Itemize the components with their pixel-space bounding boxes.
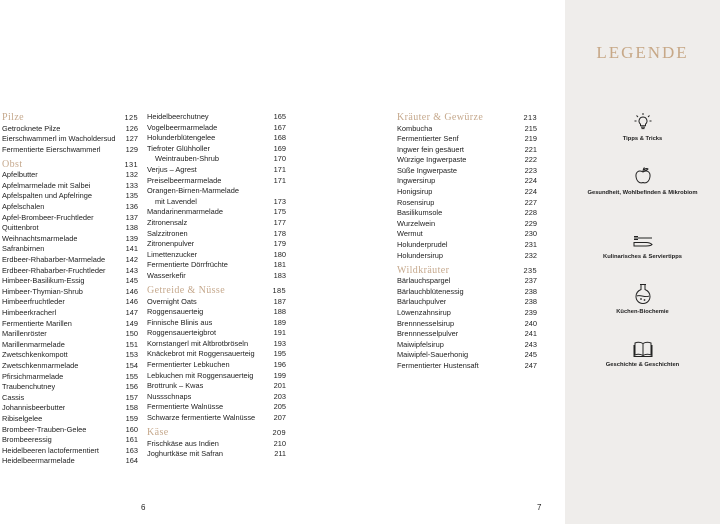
toc-entry [2, 382, 138, 393]
page-ref: 239 [524, 308, 537, 317]
page-ref: 241 [524, 329, 537, 339]
page-ref: 146 [125, 286, 138, 296]
entry-title: Ingwersirup [397, 176, 436, 186]
toc-entry [397, 319, 537, 330]
toc-entry [147, 271, 286, 282]
toc-entry [397, 276, 537, 287]
toc-entry [147, 133, 286, 144]
toc-entry [147, 197, 286, 208]
legend-sidebar [565, 0, 720, 524]
entry-title: Pfirsichmarmelade [2, 371, 64, 381]
page-ref: 156 [125, 382, 138, 392]
toc-entry [397, 308, 537, 319]
toc-entry [397, 350, 537, 361]
toc-entry [147, 218, 286, 229]
page-ref: 135 [125, 191, 138, 201]
page-ref: 237 [524, 276, 537, 286]
entry-title: Fermentierte Marillen [2, 318, 72, 328]
page-ref: 199 [273, 370, 286, 380]
entry-title: Kombucha [397, 123, 433, 133]
page-ref: 221 [524, 144, 537, 154]
toc-entry [147, 239, 286, 250]
toc-entry [147, 318, 286, 329]
page-ref: 229 [524, 218, 537, 228]
entry-title: Himbeer-Basilikum-Essig [2, 276, 85, 286]
page-ref: 158 [125, 403, 138, 413]
page-ref: 146 [125, 297, 138, 307]
toc-entry [2, 372, 138, 383]
page-ref: 138 [125, 223, 138, 233]
toc-entry [2, 403, 138, 414]
entry-title: Cassis [2, 392, 25, 402]
toc-entry [2, 329, 138, 340]
page-ref: 143 [125, 265, 138, 275]
toc-entry [147, 413, 286, 424]
page-ref: 161 [125, 435, 138, 445]
toc-entry [2, 170, 138, 181]
page-ref [282, 186, 286, 197]
page-ref: 219 [524, 134, 537, 144]
entry-title: Maiwipfelsirup [397, 339, 444, 349]
entry-title: Quittenbrot [2, 223, 39, 233]
entry-title: Knäckebrot mit Roggensauerteig [147, 349, 255, 359]
toc-column-2 [147, 112, 286, 460]
entry-title: Mandarinenmarmelade [147, 207, 223, 217]
entry-title: Weihnachtsmarmelade [2, 233, 78, 243]
page-ref: 213 [523, 113, 537, 122]
toc-entry [2, 213, 138, 224]
entry-title: Süße Ingwerpaste [397, 165, 457, 175]
entry-title: Marillenmarmelade [2, 339, 65, 349]
cutlery-icon [632, 234, 654, 250]
page-ref: 205 [273, 402, 286, 412]
toc-entry [397, 240, 537, 251]
page-ref: 126 [125, 123, 138, 133]
section-title: Käse [147, 427, 169, 439]
toc-entry [397, 176, 537, 187]
page-ref: 232 [524, 250, 537, 260]
page-ref: 151 [125, 339, 138, 349]
entry-title: Würzige Ingwerpaste [397, 155, 467, 165]
toc-entry [147, 229, 286, 240]
entry-title: Brombeer-Trauben-Gelee [2, 424, 87, 434]
entry-title: Rosensirup [397, 197, 435, 207]
page-number-right: 7 [537, 503, 542, 512]
entry-title: Erdbeer-Rhabarber-Marmelade [2, 255, 106, 265]
toc-column-3 [397, 112, 537, 372]
page-ref: 180 [273, 249, 286, 259]
toc-entry [147, 328, 286, 339]
flask-icon [633, 283, 653, 305]
entry-title: Maiwipfel-Sauerhonig [397, 350, 469, 360]
page-ref: 137 [125, 212, 138, 222]
entry-title: Marillenröster [2, 329, 47, 339]
section-heading [2, 112, 138, 124]
page-ref: 147 [125, 308, 138, 317]
page-ref: 175 [273, 207, 286, 217]
page-ref: 164 [125, 456, 138, 466]
toc-entry [397, 329, 537, 340]
entry-title: Zitronenpulver [147, 239, 195, 249]
entry-title: Zwetschkenkompott [2, 350, 68, 360]
entry-title: Apfel-Brombeer-Fruchtleder [2, 212, 94, 222]
entry-title: Bärlauchblütenessig [397, 286, 464, 296]
page-ref: 228 [524, 208, 537, 218]
entry-title: Wermut [397, 229, 423, 239]
entry-title: Joghurtkäse mit Safran [147, 449, 223, 459]
toc-entry [397, 187, 537, 198]
entry-title: Nussschnaps [147, 391, 192, 401]
toc-entry [2, 435, 138, 446]
page-ref: 170 [273, 154, 286, 164]
entry-title: Himbeerfruchtleder [2, 297, 65, 307]
toc-entry [147, 154, 286, 165]
toc-entry [147, 176, 286, 187]
page-ref: 238 [524, 286, 537, 296]
page-ref: 207 [273, 413, 286, 423]
toc-entry [2, 145, 138, 156]
toc-entry [2, 181, 138, 192]
page-ref: 235 [523, 265, 537, 275]
toc-entry [2, 134, 138, 145]
entry-title: Roggensauerteig [147, 307, 204, 317]
toc-entry [397, 134, 537, 145]
entry-title: Fermentierter Hustensaft [397, 360, 479, 370]
page-ref: 196 [273, 360, 286, 370]
lightbulb-icon [633, 112, 653, 132]
page-ref: 142 [125, 255, 138, 265]
toc-entry [2, 124, 138, 135]
toc-entry [147, 349, 286, 360]
page-ref: 171 [273, 175, 286, 185]
page-number-left: 6 [141, 503, 146, 512]
entry-title: Getrocknete Pilze [2, 123, 61, 133]
page-ref: 150 [125, 329, 138, 339]
page-ref: 238 [524, 297, 537, 307]
entry-title: Schwarze fermentierte Walnüsse [147, 413, 256, 423]
legend-label-tips: Tipps & Tricks [622, 136, 663, 142]
section-title: Obst [2, 158, 23, 170]
page-ref: 185 [272, 286, 286, 295]
entry-title: Brombeeressig [2, 435, 52, 445]
toc-entry [147, 260, 286, 271]
entry-title: Zitronensalz [147, 217, 188, 227]
page-ref: 131 [124, 159, 138, 169]
entry-title: Frischkäse aus Indien [147, 438, 219, 448]
entry-title: Zwetschkenmarmelade [2, 360, 79, 370]
page-ref: 210 [273, 438, 286, 448]
page-ref: 136 [125, 202, 138, 212]
page-ref: 195 [273, 349, 286, 359]
toc-entry [147, 112, 286, 123]
entry-title: Basilikumsole [397, 208, 443, 218]
toc-entry [147, 186, 286, 197]
section-title: Kräuter & Gewürze [397, 112, 484, 123]
entry-title: Safranbirnen [2, 244, 45, 254]
page-ref: 181 [273, 260, 286, 270]
page-ref: 129 [125, 144, 138, 154]
page-ref: 191 [273, 328, 286, 338]
entry-title: Orangen-Birnen-Marmelade [147, 186, 240, 196]
page-ref: 159 [125, 413, 138, 423]
toc-entry [2, 393, 138, 404]
toc-column-1 [2, 112, 138, 467]
entry-title: Ribiselgelee [2, 413, 43, 423]
toc-entry [2, 287, 138, 298]
entry-title: Erdbeer-Rhabarber-Fruchtleder [2, 265, 106, 275]
legend-label-biochem: Küchen-Biochemie [616, 309, 669, 315]
page-ref: 209 [272, 428, 286, 438]
toc-entry [147, 144, 286, 155]
toc-entry [2, 255, 138, 266]
toc-entry [397, 219, 537, 230]
toc-entry [147, 402, 286, 413]
legend-label-culinary: Kulinarisches & Serviertipps [603, 254, 682, 260]
entry-title: Apfelmarmelade mit Salbei [2, 180, 91, 190]
page-ref: 153 [125, 350, 138, 360]
section-title: Getreide & Nüsse [147, 285, 226, 296]
entry-title: Fermentierte Dörrfrüchte [147, 260, 228, 270]
toc-entry [397, 251, 537, 262]
page-ref: 211 [274, 449, 286, 459]
toc-entry [2, 223, 138, 234]
page-ref: 189 [273, 317, 286, 327]
toc-entry [147, 123, 286, 134]
entry-title: Wasserkefir [147, 270, 186, 280]
page-ref: 154 [125, 360, 138, 370]
legend-label-history: Geschichte & Geschichten [605, 362, 680, 368]
entry-title: Verjus – Agrest [147, 164, 197, 174]
page-ref: 132 [125, 170, 138, 180]
toc-entry [147, 250, 286, 261]
toc-entry [397, 124, 537, 135]
section-heading [397, 265, 537, 277]
toc-entry [147, 449, 286, 460]
toc-entry [2, 340, 138, 351]
toc-entry [2, 244, 138, 255]
toc-entry [2, 202, 138, 213]
entry-title: Overnight Oats [147, 296, 197, 306]
legend-title: LEGENDE [596, 43, 689, 62]
toc-entry [2, 319, 138, 330]
section-title: Wildkräuter [397, 264, 450, 276]
toc-entry [2, 234, 138, 245]
entry-title: Brottrunk – Kwas [147, 381, 204, 391]
toc-entry [397, 208, 537, 219]
toc-entry [397, 155, 537, 166]
entry-title: Salzzitronen [147, 228, 188, 238]
page-ref: 227 [524, 197, 537, 207]
entry-title: Heidelbeeren lactofermentiert [2, 445, 99, 455]
page-ref: 160 [125, 424, 138, 434]
page-ref: 145 [125, 276, 138, 286]
entry-title: Holunderblütengelee [147, 133, 216, 143]
toc-entry [2, 308, 138, 319]
page-ref: 125 [124, 113, 138, 122]
entry-title: Heidelbeerchutney [147, 112, 209, 121]
entry-title: Eierschwammerl im Wacholdersud [2, 134, 116, 144]
page-ref: 179 [273, 239, 286, 249]
page-ref: 168 [273, 133, 286, 143]
toc-entry [2, 361, 138, 372]
entry-title: Brennnesselpulver [397, 329, 459, 339]
entry-title: Kornstangerl mit Altbrotbröseln [147, 338, 249, 348]
toc-entry [397, 287, 537, 298]
page-ref: 173 [273, 196, 286, 206]
page-ref: 247 [524, 360, 537, 370]
page-ref: 245 [524, 350, 537, 360]
entry-title: Brennnesselsirup [397, 318, 455, 328]
page-ref: 222 [524, 155, 537, 165]
toc-entry [147, 439, 286, 450]
page-ref: 155 [125, 371, 138, 381]
toc-entry [147, 165, 286, 176]
toc-entry [147, 307, 286, 318]
page-ref: 177 [273, 217, 286, 227]
section-heading [2, 159, 138, 171]
toc-entry [397, 198, 537, 209]
entry-title: Holunderprudel [397, 240, 448, 250]
page-ref: 203 [273, 391, 286, 401]
legend-label-health: Gesundheit, Wohlbefinden & Mikrobiom [587, 190, 698, 196]
toc-entry [397, 340, 537, 351]
entry-title: Roggensauerteigbrot [147, 328, 217, 338]
page-ref: 149 [125, 318, 138, 328]
page-ref: 224 [524, 187, 537, 197]
toc-entry [397, 166, 537, 177]
entry-title: Apfelbutter [2, 170, 38, 180]
page-ref: 139 [125, 233, 138, 243]
entry-title: mit Lavendel [155, 196, 197, 206]
entry-title: Fermentierter Lebkuchen [147, 360, 230, 370]
page-ref: 230 [524, 229, 537, 239]
section-heading [397, 112, 537, 124]
entry-title: Preiselbeermarmelade [147, 175, 222, 185]
book-icon [633, 340, 653, 358]
entry-title: Tiefroter Glühholler [147, 143, 210, 153]
section-heading [147, 285, 286, 297]
toc-entry [147, 339, 286, 350]
entry-title: Fermentierte Eierschwammerl [2, 144, 101, 154]
entry-title: Himbeer-Thymian-Shrub [2, 286, 83, 296]
toc-entry [2, 191, 138, 202]
section-title: Pilze [2, 112, 24, 123]
page-ref: 183 [273, 270, 286, 280]
page-ref: 201 [273, 381, 286, 391]
entry-title: Heidelbeermarmelade [2, 456, 75, 466]
toc-entry [2, 446, 138, 457]
page-ref: 240 [524, 318, 537, 328]
toc-entry [397, 297, 537, 308]
toc-entry [147, 297, 286, 308]
toc-entry [147, 371, 286, 382]
toc-entry [147, 360, 286, 371]
page-ref: 167 [273, 122, 286, 132]
page-ref: 157 [125, 392, 138, 402]
toc-entry [397, 145, 537, 156]
entry-title: Vogelbeermarmelade [147, 122, 218, 132]
entry-title: Limettenzucker [147, 249, 198, 259]
legend-item-biochem [565, 283, 720, 316]
toc-entry [397, 229, 537, 240]
page-ref: 224 [524, 176, 537, 186]
entry-title: Johannisbeerbutter [2, 403, 66, 413]
entry-title: Wurzelwein [397, 218, 436, 228]
entry-title: Lebkuchen mit Roggensauerteig [147, 370, 254, 380]
entry-title: Apfelspalten und Apfelringe [2, 191, 92, 201]
toc-entry [2, 414, 138, 425]
page-ref: 163 [125, 445, 138, 455]
apple-icon [633, 166, 653, 186]
entry-title: Bärlauchspargel [397, 276, 451, 286]
page-ref: 223 [524, 165, 537, 175]
toc-entry [2, 456, 138, 467]
entry-title: Fermentierter Senf [397, 134, 459, 144]
toc-entry [2, 350, 138, 361]
toc-entry [147, 207, 286, 218]
section-heading [147, 427, 286, 439]
entry-title: Fermentierte Walnüsse [147, 402, 224, 412]
legend-item-history [565, 340, 720, 369]
entry-title: Apfelschalen [2, 202, 45, 212]
toc-entry [397, 361, 537, 372]
page-ref: 169 [273, 143, 286, 153]
entry-title: Himbeerkracherl [2, 308, 57, 317]
entry-title: Traubenchutney [2, 382, 56, 392]
page-ref: 133 [125, 180, 138, 190]
toc-entry [2, 276, 138, 287]
entry-title: Weintrauben-Shrub [155, 154, 219, 164]
entry-title: Ingwer fein gesäuert [397, 144, 464, 154]
page-ref: 141 [125, 244, 138, 254]
entry-title: Honigsirup [397, 187, 433, 197]
page-ref: 243 [524, 339, 537, 349]
page-ref: 215 [524, 123, 537, 133]
toc-entry [2, 297, 138, 308]
page-ref: 188 [273, 307, 286, 317]
page-ref: 127 [125, 134, 138, 144]
page-ref: 165 [273, 112, 286, 121]
toc-entry [2, 266, 138, 277]
toc-entry [147, 381, 286, 392]
entry-title: Löwenzahnsirup [397, 308, 451, 317]
page-ref: 193 [273, 338, 286, 348]
page-ref: 171 [273, 164, 286, 174]
page-ref: 187 [273, 296, 286, 306]
page-ref: 231 [524, 240, 537, 250]
toc-entry [147, 392, 286, 403]
entry-title: Holundersirup [397, 250, 444, 260]
entry-title: Finnische Blinis aus [147, 317, 213, 327]
legend-item-tips [565, 112, 720, 143]
page-ref: 178 [273, 228, 286, 238]
legend-item-culinary [565, 234, 720, 261]
toc-entry [2, 425, 138, 436]
legend-item-health [565, 166, 720, 197]
entry-title: Bärlauchpulver [397, 297, 447, 307]
